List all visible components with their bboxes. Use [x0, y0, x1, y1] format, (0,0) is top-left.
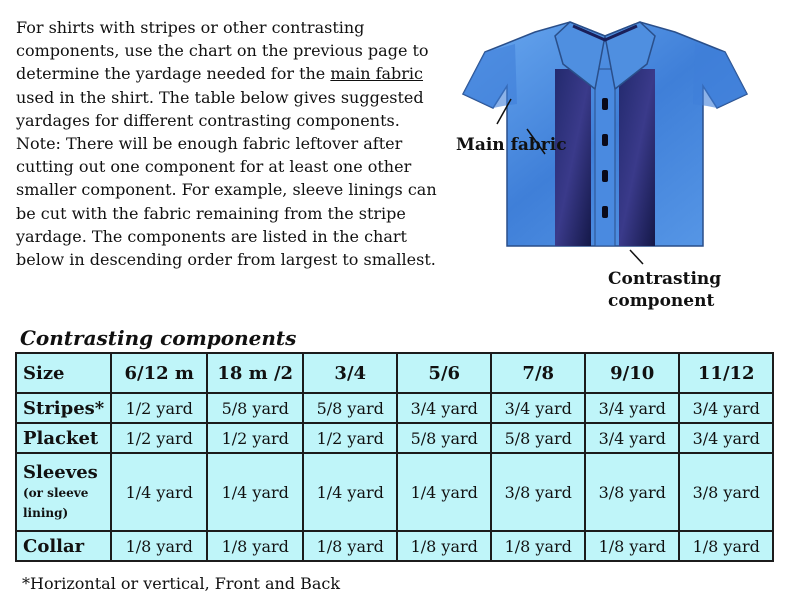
- row-label-stripes: Stripes*: [16, 393, 111, 423]
- size-header: 5/6: [397, 353, 491, 393]
- table-row: [16, 423, 773, 453]
- table-cell: 3/4 yard: [397, 393, 491, 423]
- table-cell: 5/8 yard: [207, 393, 303, 423]
- table-cell: 3/4 yard: [679, 393, 773, 423]
- row-sublabel-sleeve-lining: (or sleeve lining): [23, 485, 89, 520]
- table-cell: 1/4 yard: [111, 453, 207, 531]
- intro-paragraph: [16, 16, 446, 271]
- table-cell: 1/8 yard: [111, 531, 207, 561]
- table-cell: 1/8 yard: [679, 531, 773, 561]
- table-cell: 1/4 yard: [397, 453, 491, 531]
- table-cell: 1/4 yard: [303, 453, 397, 531]
- table-cell: 5/8 yard: [491, 423, 585, 453]
- yardage-table: [15, 352, 774, 562]
- row-label-collar: Collar: [16, 531, 111, 561]
- row-label-sleeves: Sleeves (or sleeve lining): [16, 453, 111, 531]
- size-label: Size: [16, 353, 111, 393]
- table-cell: 1/2 yard: [207, 423, 303, 453]
- size-header: 3/4: [303, 353, 397, 393]
- table-cell: 1/2 yard: [303, 423, 397, 453]
- table-cell: 1/8 yard: [397, 531, 491, 561]
- placket: [595, 69, 615, 246]
- intro-main-fabric-underlined: main fabric: [330, 64, 424, 84]
- table-cell: 5/8 yard: [303, 393, 397, 423]
- table-cell: 3/4 yard: [491, 393, 585, 423]
- footnote: *Horizontal or vertical, Front and Back: [22, 574, 341, 593]
- table-cell: 3/8 yard: [585, 453, 679, 531]
- size-header: 6/12 m: [111, 353, 207, 393]
- size-header: 11/12: [679, 353, 773, 393]
- row-label-placket: Placket: [16, 423, 111, 453]
- intro-text-2: used in the shirt. The table below gives suggested yardages for different contrasting components. Note: There will be enough fabric leftover after cutting out one component for at least one other smaller component. For example, sleeve linings can be cut with the fabric remaining from the stripe yardage. The components are listed in the chart below in descending order from largest to smallest.: [16, 87, 437, 270]
- table-row: [16, 393, 773, 423]
- size-header: 18 m /2: [207, 353, 303, 393]
- main-fabric-label: Main fabric: [456, 135, 567, 155]
- table-cell: 1/8 yard: [207, 531, 303, 561]
- table-cell: 3/4 yard: [585, 423, 679, 453]
- right-stripe: [619, 69, 655, 246]
- table-header-row: [16, 353, 773, 393]
- contrasting-component-label: Contrasting component: [608, 269, 722, 311]
- table-cell: 3/4 yard: [585, 393, 679, 423]
- intro-text-1: For shirts with stripes or other contrasting components, use the chart on the previous page to determine the yardage needed for the: [16, 18, 429, 84]
- table-title: Contrasting components: [20, 326, 297, 350]
- table-cell: 1/8 yard: [303, 531, 397, 561]
- table-cell: 1/2 yard: [111, 393, 207, 423]
- table-row: [16, 531, 773, 561]
- table-cell: 1/2 yard: [111, 423, 207, 453]
- size-header: 9/10: [585, 353, 679, 393]
- table-cell: 3/4 yard: [679, 423, 773, 453]
- left-stripe: [555, 69, 591, 246]
- table-cell: 5/8 yard: [397, 423, 491, 453]
- table-cell: 3/8 yard: [679, 453, 773, 531]
- table-row: [16, 453, 773, 531]
- size-header: 7/8: [491, 353, 585, 393]
- table-cell: 1/8 yard: [585, 531, 679, 561]
- table-cell: 1/8 yard: [491, 531, 585, 561]
- table-cell: 3/8 yard: [491, 453, 585, 531]
- table-cell: 1/4 yard: [207, 453, 303, 531]
